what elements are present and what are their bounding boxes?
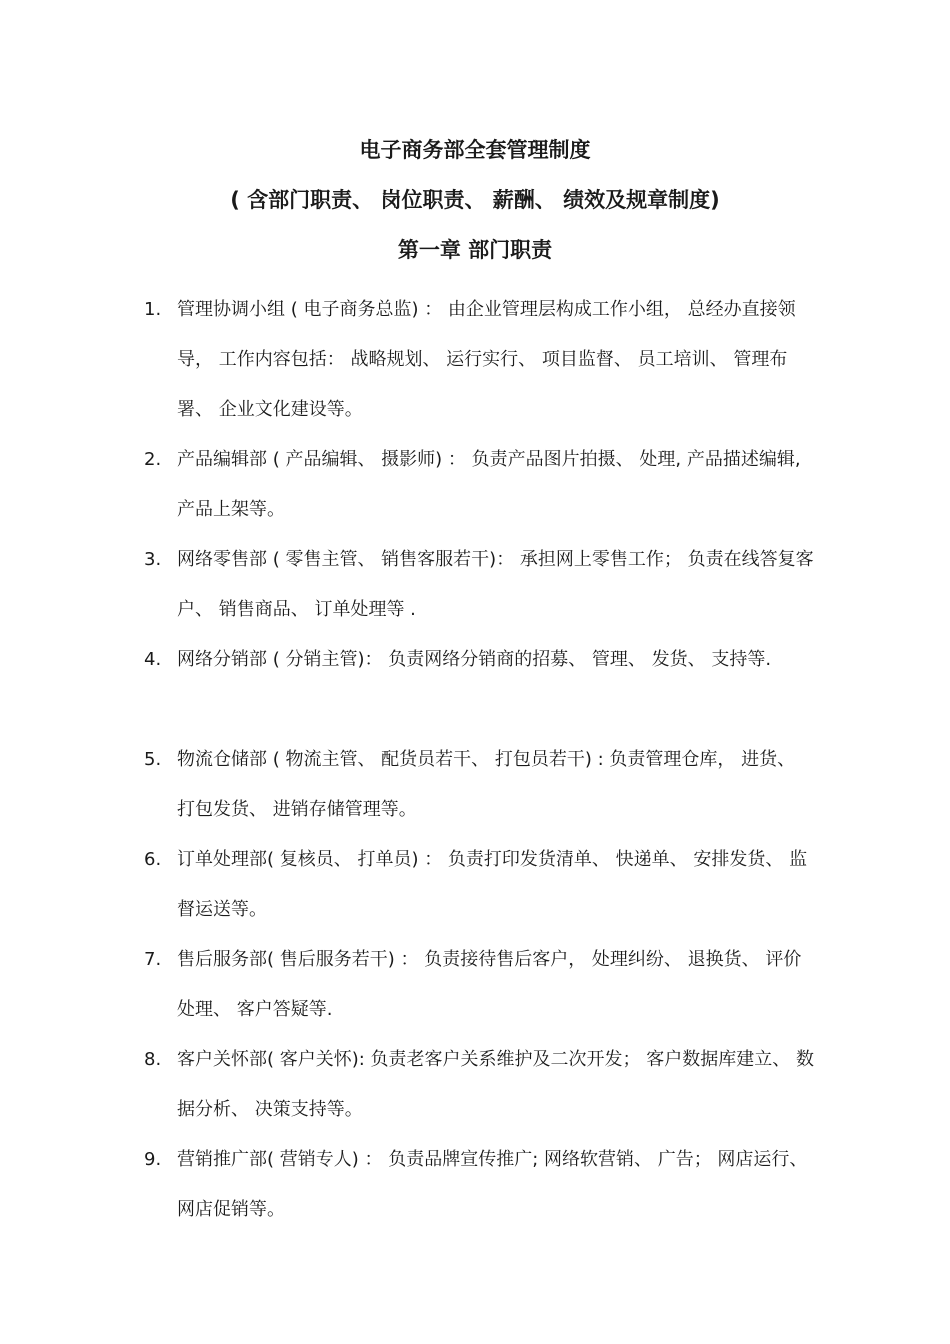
list-item <box>0 1135 950 1235</box>
chapter-heading: 第一章 部门职责 <box>397 238 553 262</box>
list-item-number: 3. <box>144 549 162 570</box>
document-title: 电子商务部全套管理制度 <box>359 138 591 162</box>
list-item <box>0 535 950 635</box>
list-item <box>0 835 950 935</box>
list-item-text: 网络分销部 ( 分销主管)： 负责网络分销商的招募、 管理、 发货、 支持等. <box>177 649 772 670</box>
list-item-number: 7. <box>144 949 162 970</box>
list-item-number: 4. <box>144 649 162 670</box>
list-item <box>0 1035 950 1135</box>
list-item-text: 订单处理部( 复核员、 打单员) ： 负责打印发货清单、 快递单、 安排发货、 监督运送等。 <box>177 849 808 920</box>
list-item-text: 售后服务部( 售后服务若干) ： 负责接待售后客户， 处理纠纷、 退换货、 评价处理、 客户答疑等. <box>177 949 802 1020</box>
document-subtitle: ( 含部门职责、 岗位职责、 薪酬、 绩效及规章制度) <box>230 188 720 212</box>
list-item-number: 1. <box>144 299 162 320</box>
list-item-text: 营销推广部( 营销专人) ： 负责品牌宣传推广; 网络软营销、 广告； 网店运行、 网店促销等。 <box>177 1149 808 1220</box>
list-item-text: 网络零售部 ( 零售主管、 销售客服若干)： 承担网上零售工作； 负责在线答复客户、 销售商品、 订单处理等 . <box>177 549 814 620</box>
list-item-number: 2. <box>144 449 162 470</box>
list-item <box>0 635 950 685</box>
list-spacer <box>0 685 950 735</box>
list-item-text: 管理协调小组 ( 电子商务总监) ： 由企业管理层构成工作小组， 总经办直接领导， 工作内容包括： 战略规划、 运行实行、 项目监督、 员工培训、 管理布署、 企业文化建设等。 <box>177 299 796 420</box>
list-item <box>0 935 950 1035</box>
list-item <box>0 285 950 435</box>
list-item-number: 5. <box>144 749 162 770</box>
list-item-number: 9. <box>144 1149 162 1170</box>
list-item-text: 物流仓储部 ( 物流主管、 配货员若干、 打包员若干) : 负责管理仓库， 进货、 打包发货、 进销存储管理等。 <box>177 749 796 820</box>
list-item-text: 产品编辑部 ( 产品编辑、 摄影师) ： 负责产品图片拍摄、 处理, 产品描述编辑, 产品上架等。 <box>177 449 801 520</box>
list-item <box>0 435 950 535</box>
department-duty-list <box>0 285 950 1235</box>
list-item <box>0 735 950 835</box>
list-item-number: 6. <box>144 849 162 870</box>
list-item-text: 客户关怀部( 客户关怀): 负责老客户关系维护及二次开发； 客户数据库建立、 数据分析、 决策支持等。 <box>177 1049 814 1120</box>
list-item-number: 8. <box>144 1049 162 1070</box>
